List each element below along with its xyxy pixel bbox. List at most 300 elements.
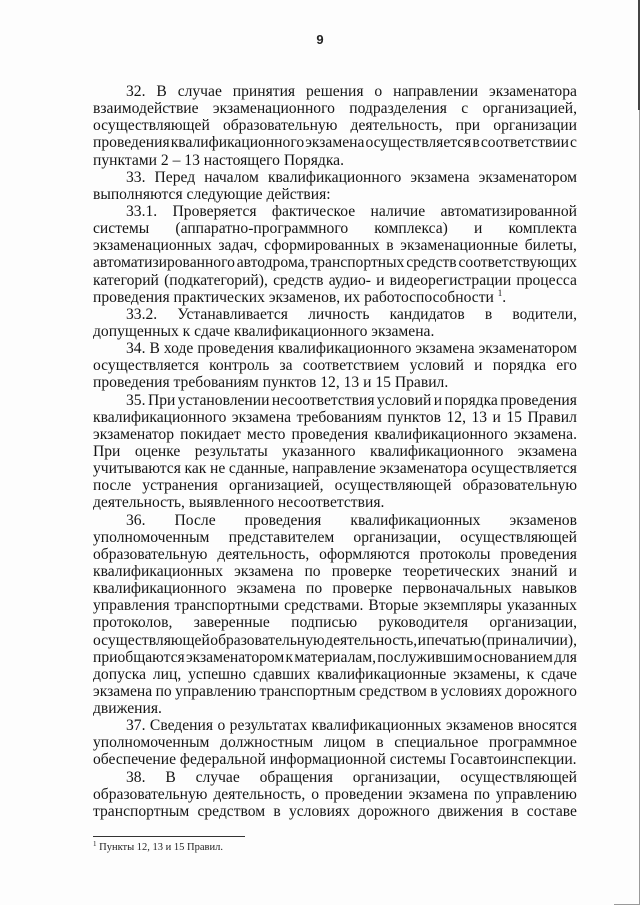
word: экзамена <box>408 785 468 803</box>
word: соответствием <box>302 357 400 375</box>
text-line <box>93 477 577 494</box>
word: обращения <box>259 768 333 786</box>
line-text: проведения требованиям пунктов 12, 13 и 15 Правил. <box>93 374 449 392</box>
word: проведения <box>197 340 274 358</box>
word: сдаче <box>541 665 577 683</box>
word: подразделения <box>349 100 447 118</box>
word: подписью <box>291 614 358 632</box>
line-text <box>126 306 577 323</box>
word: квалификационного <box>267 168 402 186</box>
word: и <box>376 271 385 289</box>
word: экзамена <box>305 134 365 152</box>
word: осуществляется <box>365 134 472 152</box>
word: 38. <box>126 768 146 786</box>
word: контроль <box>209 357 270 375</box>
text-line <box>93 83 577 100</box>
word: образовательную <box>93 545 208 563</box>
word: деятельность, <box>350 117 443 135</box>
paragraph-p36 <box>93 512 577 718</box>
text-line <box>93 409 577 426</box>
text-line <box>93 186 577 203</box>
word: 33. <box>126 168 146 186</box>
line-text <box>93 443 577 460</box>
footnote-marker: 1 <box>93 840 97 848</box>
line-text <box>93 786 577 803</box>
word: принятия <box>232 83 296 100</box>
word: экзаменатора <box>379 460 468 478</box>
word: 15 <box>506 408 522 426</box>
word: порядка <box>444 391 498 409</box>
word: квалификационных <box>311 717 442 735</box>
word: осуществляющей <box>460 528 577 546</box>
text-line <box>93 529 577 546</box>
word: деятельность, <box>217 545 310 563</box>
word: средств <box>273 271 324 289</box>
word: указанного <box>282 442 356 460</box>
word: Вторые <box>368 597 419 615</box>
word: лиц, <box>152 665 182 683</box>
word: управлению <box>495 785 577 803</box>
text-line <box>93 323 577 340</box>
word: экзамена <box>236 580 296 598</box>
word: направлении <box>393 83 479 100</box>
word: экзамены, <box>453 665 520 683</box>
word: организации <box>493 117 577 135</box>
word: экзаменационного <box>212 100 335 118</box>
word: и <box>568 562 577 580</box>
word: осуществляющей <box>460 768 577 786</box>
word: соответствующих <box>458 254 577 272</box>
footnote-separator <box>93 836 245 837</box>
line-text <box>126 169 577 186</box>
word: транспортным <box>259 682 356 700</box>
word: требованиям <box>296 408 382 426</box>
word: послужившим <box>377 648 473 666</box>
word: проведения <box>291 425 369 443</box>
word: комплекса) <box>374 220 448 238</box>
text-line <box>93 751 577 768</box>
word: навыков <box>521 580 577 598</box>
word: образовательную <box>222 117 338 135</box>
word: экзаменатором <box>478 340 577 358</box>
word: порядка <box>492 357 547 375</box>
line-text <box>93 563 577 580</box>
line-text <box>93 100 577 117</box>
text-line <box>93 289 577 306</box>
line-text: деятельность, выявленного несоответствия. <box>93 494 385 512</box>
page-number: 9 <box>316 32 324 47</box>
line-text <box>93 529 577 546</box>
text-line <box>93 254 577 271</box>
word: проведении <box>324 785 403 803</box>
word: сформированных <box>264 237 380 255</box>
word: результаты <box>194 442 268 460</box>
line-text <box>93 117 577 134</box>
line-text <box>93 357 577 374</box>
word: Устанавливается <box>177 305 288 323</box>
word: при <box>455 117 481 135</box>
word: 33.1. <box>126 202 158 220</box>
text-line <box>93 357 577 374</box>
word: проверке <box>331 562 392 580</box>
word: печатью <box>426 631 482 649</box>
word: После <box>174 511 216 529</box>
line-text <box>93 237 577 254</box>
text-line <box>93 152 577 169</box>
line-text: выполняются следующие действия: <box>93 185 331 203</box>
text-line <box>93 460 577 477</box>
word: в <box>273 802 281 820</box>
word: организацией, <box>228 477 324 495</box>
text-line <box>93 632 577 649</box>
text-line <box>93 666 577 683</box>
line-text <box>93 426 577 443</box>
word: квалификационного <box>170 134 305 152</box>
word: лицом <box>323 734 366 752</box>
word: несоответствия <box>271 391 375 409</box>
word: экзамена. <box>513 425 577 443</box>
line-text <box>93 460 577 477</box>
text-line <box>93 786 577 803</box>
word: В <box>165 768 176 786</box>
word: В <box>156 83 167 100</box>
word: и <box>433 391 443 409</box>
word: квалификационных <box>350 511 481 529</box>
word: условиях <box>440 682 502 700</box>
line-text <box>93 546 577 563</box>
word: к <box>285 648 294 666</box>
text-line <box>93 374 577 391</box>
word: в <box>484 305 493 323</box>
line-text <box>93 580 577 597</box>
word: аудио- <box>328 271 371 289</box>
word: проведения <box>244 511 322 529</box>
word: для <box>554 648 577 666</box>
word: теоретических <box>402 562 501 580</box>
word: транспортным <box>93 802 190 820</box>
word: составе <box>526 802 577 820</box>
word: Сведения <box>149 717 214 735</box>
paragraph-p33-1 <box>93 203 577 306</box>
word: задач, <box>218 237 258 255</box>
word: Перед <box>154 168 196 186</box>
word: место <box>246 425 286 443</box>
word: началом <box>204 168 259 186</box>
word: руководителя <box>378 614 469 632</box>
line-text <box>93 683 577 700</box>
word: организации, <box>353 528 442 546</box>
word: пунктов <box>387 408 441 426</box>
word: квалификационные <box>317 665 447 683</box>
word: и <box>474 220 483 238</box>
word: взаимодействие <box>93 100 199 118</box>
word: в <box>430 682 438 700</box>
line-tail: . <box>502 288 507 306</box>
paragraph-p34 <box>93 340 577 391</box>
word: осуществляется <box>471 460 577 478</box>
word: личность <box>308 305 370 323</box>
word: с <box>570 134 577 152</box>
text-line <box>93 614 577 631</box>
word: протоколы <box>419 545 491 563</box>
text-line <box>93 597 577 614</box>
line-text <box>126 769 577 786</box>
word: Проверяется <box>172 202 257 220</box>
text-line <box>93 443 577 460</box>
word: дорожного <box>358 802 430 820</box>
word: Правил <box>527 408 577 426</box>
word: организации, <box>489 614 577 632</box>
word: его <box>556 357 577 375</box>
word: случае <box>177 83 222 100</box>
word: (аппаратно-программного <box>175 220 349 238</box>
paragraph-p33-2 <box>93 306 577 340</box>
word: вносятся <box>517 717 577 735</box>
word: деятельность, <box>213 785 306 803</box>
text-line <box>93 580 577 597</box>
word: проведения <box>500 545 577 563</box>
word: с <box>461 100 469 118</box>
text-line <box>93 769 577 786</box>
word: автоматизированного <box>93 254 235 272</box>
word: установлении <box>177 391 270 409</box>
word: (при <box>481 631 512 649</box>
line-text <box>93 614 577 631</box>
word: в <box>386 237 394 255</box>
line-text: проведения практических экзаменов, их работоспособности <box>93 288 494 306</box>
word: проведения <box>500 391 577 409</box>
paragraph-p38 <box>93 769 577 820</box>
text-line <box>93 220 577 237</box>
line-text <box>126 340 577 357</box>
text-line <box>93 272 577 289</box>
word: не <box>210 460 226 478</box>
text-line <box>93 392 577 409</box>
word: экзаменатором <box>478 168 577 186</box>
word: соответствии <box>480 134 569 152</box>
word: движения <box>438 802 504 820</box>
word: экзамена <box>231 408 292 426</box>
word: 36. <box>126 511 146 529</box>
line-text <box>93 734 577 751</box>
word: знаний <box>511 562 558 580</box>
word: проведения <box>93 134 170 152</box>
word: (подкатегорий), <box>164 271 268 289</box>
word: дорожного <box>505 682 577 700</box>
paragraph-p35 <box>93 392 577 512</box>
word: квалификационных <box>93 562 224 580</box>
word: автоматизированной <box>440 202 577 220</box>
line-text <box>93 597 577 614</box>
word: направление <box>292 460 376 478</box>
word: средством <box>359 682 427 700</box>
word: категорий <box>93 271 159 289</box>
word: экзаменатором <box>185 648 285 666</box>
word: осуществляется <box>93 357 199 375</box>
word: специальное <box>394 734 479 752</box>
word: управлению <box>175 682 257 700</box>
footnote-text: Пункты 12, 13 и 15 Правил. <box>99 842 223 853</box>
word: уполномоченным <box>93 734 210 752</box>
line-text <box>93 220 577 237</box>
word: к <box>526 665 535 683</box>
word: о <box>311 785 319 803</box>
word: деятельность, <box>325 631 418 649</box>
word: осуществляющей <box>334 477 452 495</box>
text-line <box>93 563 577 580</box>
word: наличие <box>370 202 426 220</box>
line-text <box>126 203 577 220</box>
word: и <box>474 357 483 375</box>
word: представителем <box>228 528 335 546</box>
word: экзамена <box>410 168 470 186</box>
word: системы <box>93 220 150 238</box>
word: процесса <box>516 271 577 289</box>
line-text <box>93 409 577 426</box>
word: 33.2. <box>126 305 158 323</box>
word: программное <box>488 734 577 752</box>
text-line <box>93 734 577 751</box>
word: по <box>306 580 323 598</box>
word: основанием <box>474 648 553 666</box>
text-line <box>93 203 577 220</box>
line-text: допущенных к сдаче квалификационного экзамена. <box>93 322 435 340</box>
word: условий <box>409 357 464 375</box>
word: кандидатов <box>389 305 465 323</box>
text-line <box>93 683 577 700</box>
word: автодрома, <box>236 254 309 272</box>
word: квалификационного <box>374 425 508 443</box>
word: экзаменатор <box>93 425 174 443</box>
word: условий <box>376 391 432 409</box>
word: экзаменационных <box>93 237 212 255</box>
word: покидает <box>180 425 241 443</box>
line-text <box>93 254 577 271</box>
word: в <box>511 802 519 820</box>
text-line <box>93 512 577 529</box>
word: ходе <box>163 340 194 358</box>
word: транспортными <box>174 597 280 615</box>
text-line <box>93 340 577 357</box>
word: указанных <box>506 597 577 615</box>
word: и <box>417 631 426 649</box>
word: В <box>149 340 160 358</box>
line-text: обеспечение федеральной информационной системы Госавтоинспекции. <box>93 751 577 769</box>
word: сданные, <box>228 460 289 478</box>
word: 32. <box>126 83 146 100</box>
word: 13 <box>471 408 488 426</box>
line-text <box>126 717 577 734</box>
word: организации, <box>352 768 441 786</box>
word: в <box>376 734 384 752</box>
word: экземпляры <box>423 597 502 615</box>
word: экзамена <box>517 442 577 460</box>
text-line <box>93 100 577 117</box>
word: экзамена <box>415 340 475 358</box>
word: фактическое <box>271 202 356 220</box>
word: учитываются <box>93 460 181 478</box>
paragraph-p33 <box>93 169 577 203</box>
word: образовательную <box>210 631 325 649</box>
footnote-reference: 1 <box>497 287 503 298</box>
word: заверенные <box>193 614 270 632</box>
word: сдавших <box>253 665 311 683</box>
line-text <box>93 666 577 683</box>
word: При <box>147 391 176 409</box>
text-line <box>93 306 577 323</box>
word: оценке <box>134 442 181 460</box>
paragraph-p37 <box>93 717 577 768</box>
word: экзамена <box>234 562 294 580</box>
word: наличии), <box>511 631 577 649</box>
word: управления <box>93 597 170 615</box>
word: видеорегистрации <box>389 271 512 289</box>
document-body <box>93 83 577 820</box>
word: по <box>155 682 172 700</box>
word: за <box>279 357 293 375</box>
word: квалификационного <box>369 442 504 460</box>
text-line <box>93 117 577 134</box>
word: 35. <box>126 391 146 409</box>
line-text <box>126 392 577 409</box>
word: осуществляющей <box>93 117 210 135</box>
text-line <box>93 494 577 511</box>
word: уполномоченным <box>93 528 210 546</box>
text-line <box>93 426 577 443</box>
line-text <box>126 512 577 529</box>
word: экзаменационные <box>400 237 519 255</box>
word: квалификационного <box>93 408 227 426</box>
word: решения <box>306 83 364 100</box>
word: результатах <box>229 717 308 735</box>
word: после <box>93 477 132 495</box>
word: и <box>492 408 501 426</box>
word: квалификационного <box>277 340 412 358</box>
line-text <box>93 477 577 494</box>
text-line <box>93 237 577 254</box>
word: средств <box>406 254 457 272</box>
word: экзамена <box>93 682 153 700</box>
word: допуска <box>93 665 147 683</box>
text-line <box>93 546 577 563</box>
word: экзаменов <box>446 717 514 735</box>
word: случае <box>195 768 240 786</box>
word: материалам, <box>294 648 377 666</box>
word: по <box>473 785 490 803</box>
word: оформляются <box>319 545 410 563</box>
word: первоначальных <box>402 580 512 598</box>
word: по <box>304 562 321 580</box>
line-text <box>93 272 577 289</box>
line-text <box>93 803 577 820</box>
word: проверке <box>332 580 393 598</box>
line-text <box>93 134 577 151</box>
text-line <box>93 803 577 820</box>
word: билеты, <box>524 237 577 255</box>
word: образовательную <box>93 785 208 803</box>
footnote <box>93 842 223 853</box>
word: приобщаются <box>93 648 185 666</box>
word: квалификационного <box>93 580 227 598</box>
word: средствами. <box>284 597 364 615</box>
word: транспортных <box>310 254 405 272</box>
word: При <box>93 442 121 460</box>
line-text: движения. <box>93 700 162 718</box>
word: экзаменатора <box>489 83 577 100</box>
word: устранения <box>142 477 218 495</box>
word: 34. <box>126 340 146 358</box>
word: должностным <box>220 734 314 752</box>
